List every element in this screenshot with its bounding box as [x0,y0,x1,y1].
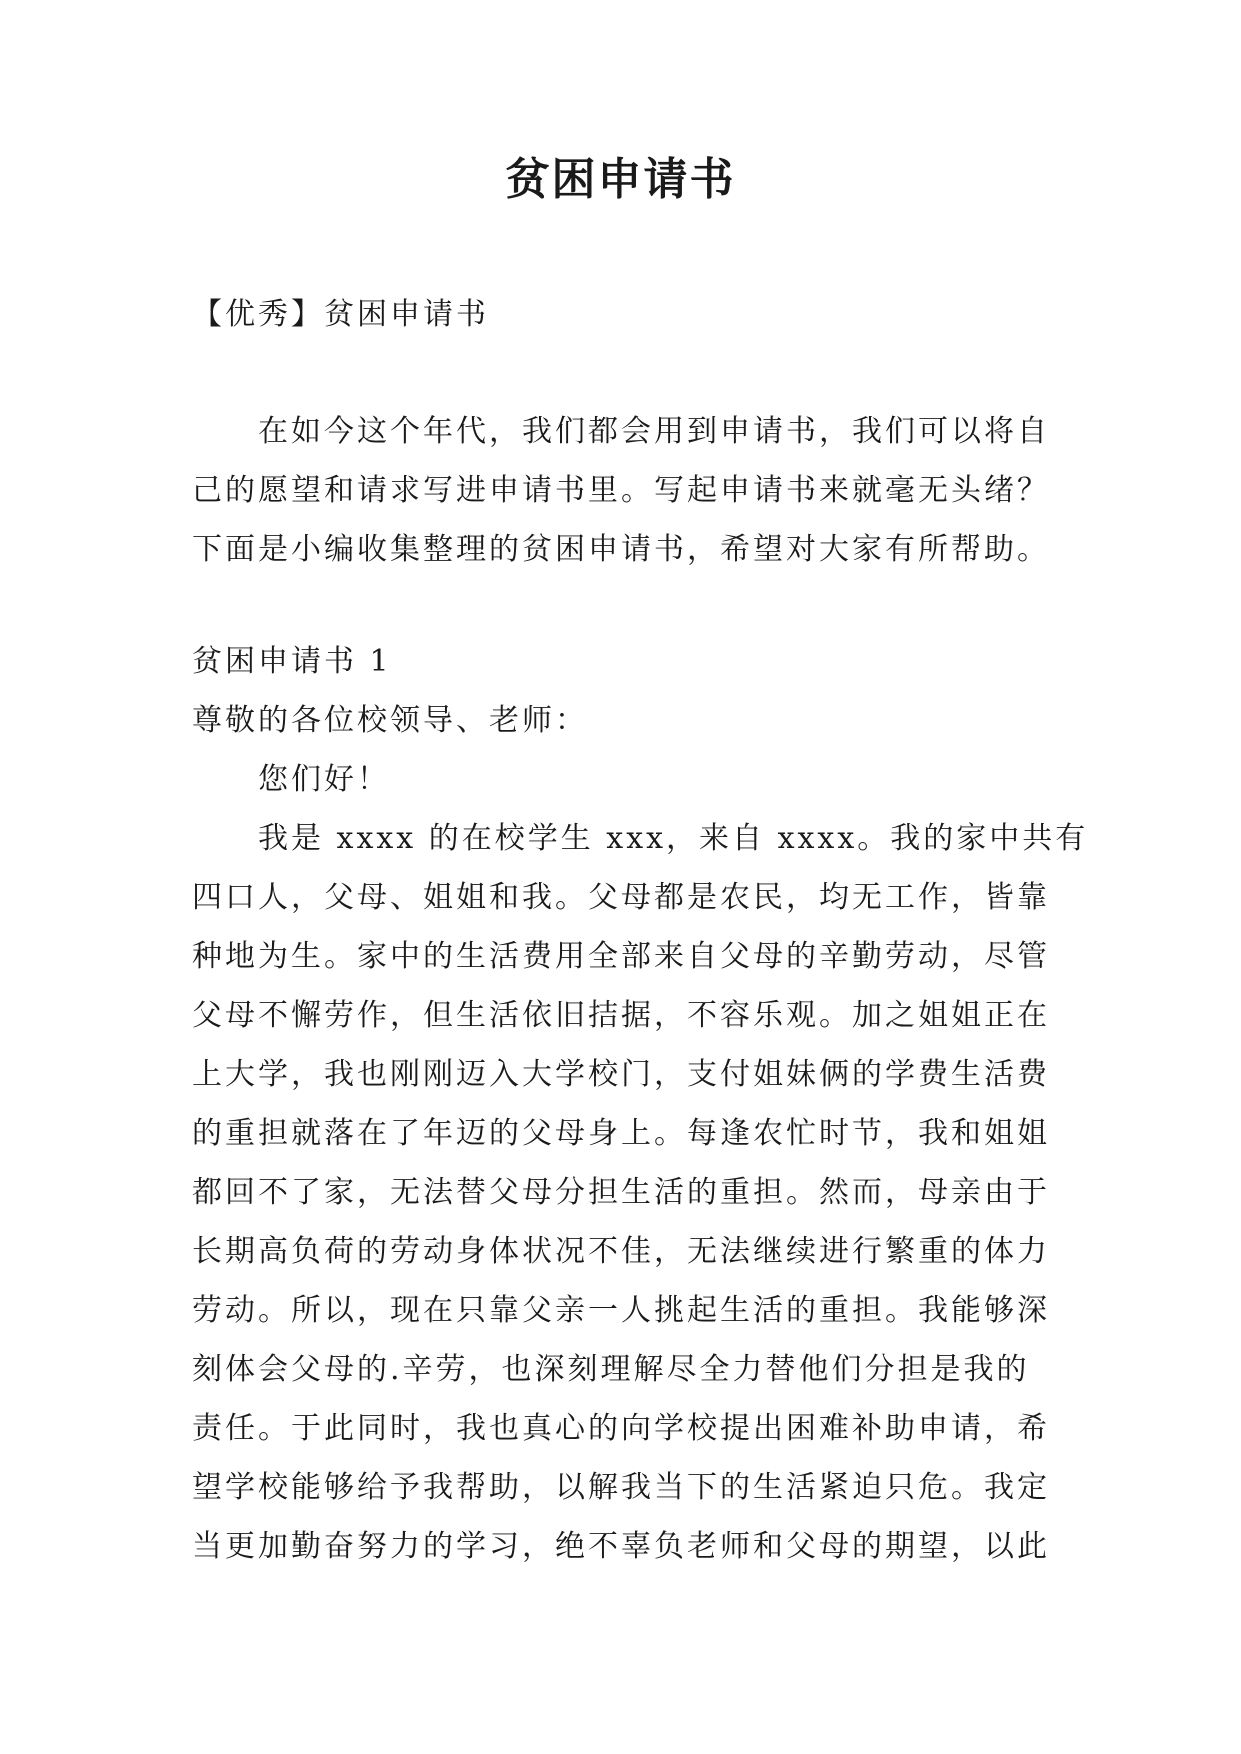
body-line: 我是 xxxx 的在校学生 xxx，来自 xxxx。我的家中共有 [258,821,1089,856]
document-body [192,285,1089,1576]
letter-body [192,809,1089,1576]
body-line: 责任。于此同时，我也真心的向学校提出困难补助申请，希 [192,1411,1050,1446]
body-line: 种地为生。家中的生活费用全部来自父母的辛勤劳动，尽管 [192,939,1050,974]
document-subtitle: 【优秀】贫困申请书 [192,297,489,332]
body-line: 望学校能够给予我帮助，以解我当下的生活紧迫只危。我定 [192,1470,1050,1505]
intro-line: 下面是小编收集整理的贫困申请书，希望对大家有所帮助。 [192,532,1050,567]
body-line: 的重担就落在了年迈的父母身上。每逢农忙时节，我和姐姐 [192,1116,1050,1151]
greeting: 您们好！ [258,762,390,797]
salutation: 尊敬的各位校领导、老师： [192,703,588,738]
intro-line: 在如今这个年代，我们都会用到申请书，我们可以将自 [258,414,1050,449]
section-heading: 贫困申请书 1 [192,644,392,679]
intro-line: 己的愿望和请求写进申请书里。写起申请书来就毫无头绪？ [192,473,1050,508]
body-line: 长期高负荷的劳动身体状况不佳，无法继续进行繁重的体力 [192,1234,1050,1269]
body-line: 父母不懈劳作，但生活依旧拮据，不容乐观。加之姐姐正在 [192,998,1050,1033]
body-line: 上大学，我也刚刚迈入大学校门，支付姐妹俩的学费生活费 [192,1057,1050,1092]
body-line: 刻体会父母的.辛劳，也深刻理解尽全力替他们分担是我的 [192,1352,1030,1387]
intro-paragraph [192,402,1052,579]
page-title: 贫困申请书 [505,154,736,205]
body-line: 四口人，父母、姐姐和我。父母都是农民，均无工作，皆靠 [192,880,1050,915]
body-line: 当更加勤奋努力的学习，绝不辜负老师和父母的期望，以此 [192,1529,1050,1564]
body-line: 都回不了家，无法替父母分担生活的重担。然而，母亲由于 [192,1175,1050,1210]
letter-section [192,632,1089,1576]
body-line: 劳动。所以，现在只靠父亲一人挑起生活的重担。我能够深 [192,1293,1050,1328]
